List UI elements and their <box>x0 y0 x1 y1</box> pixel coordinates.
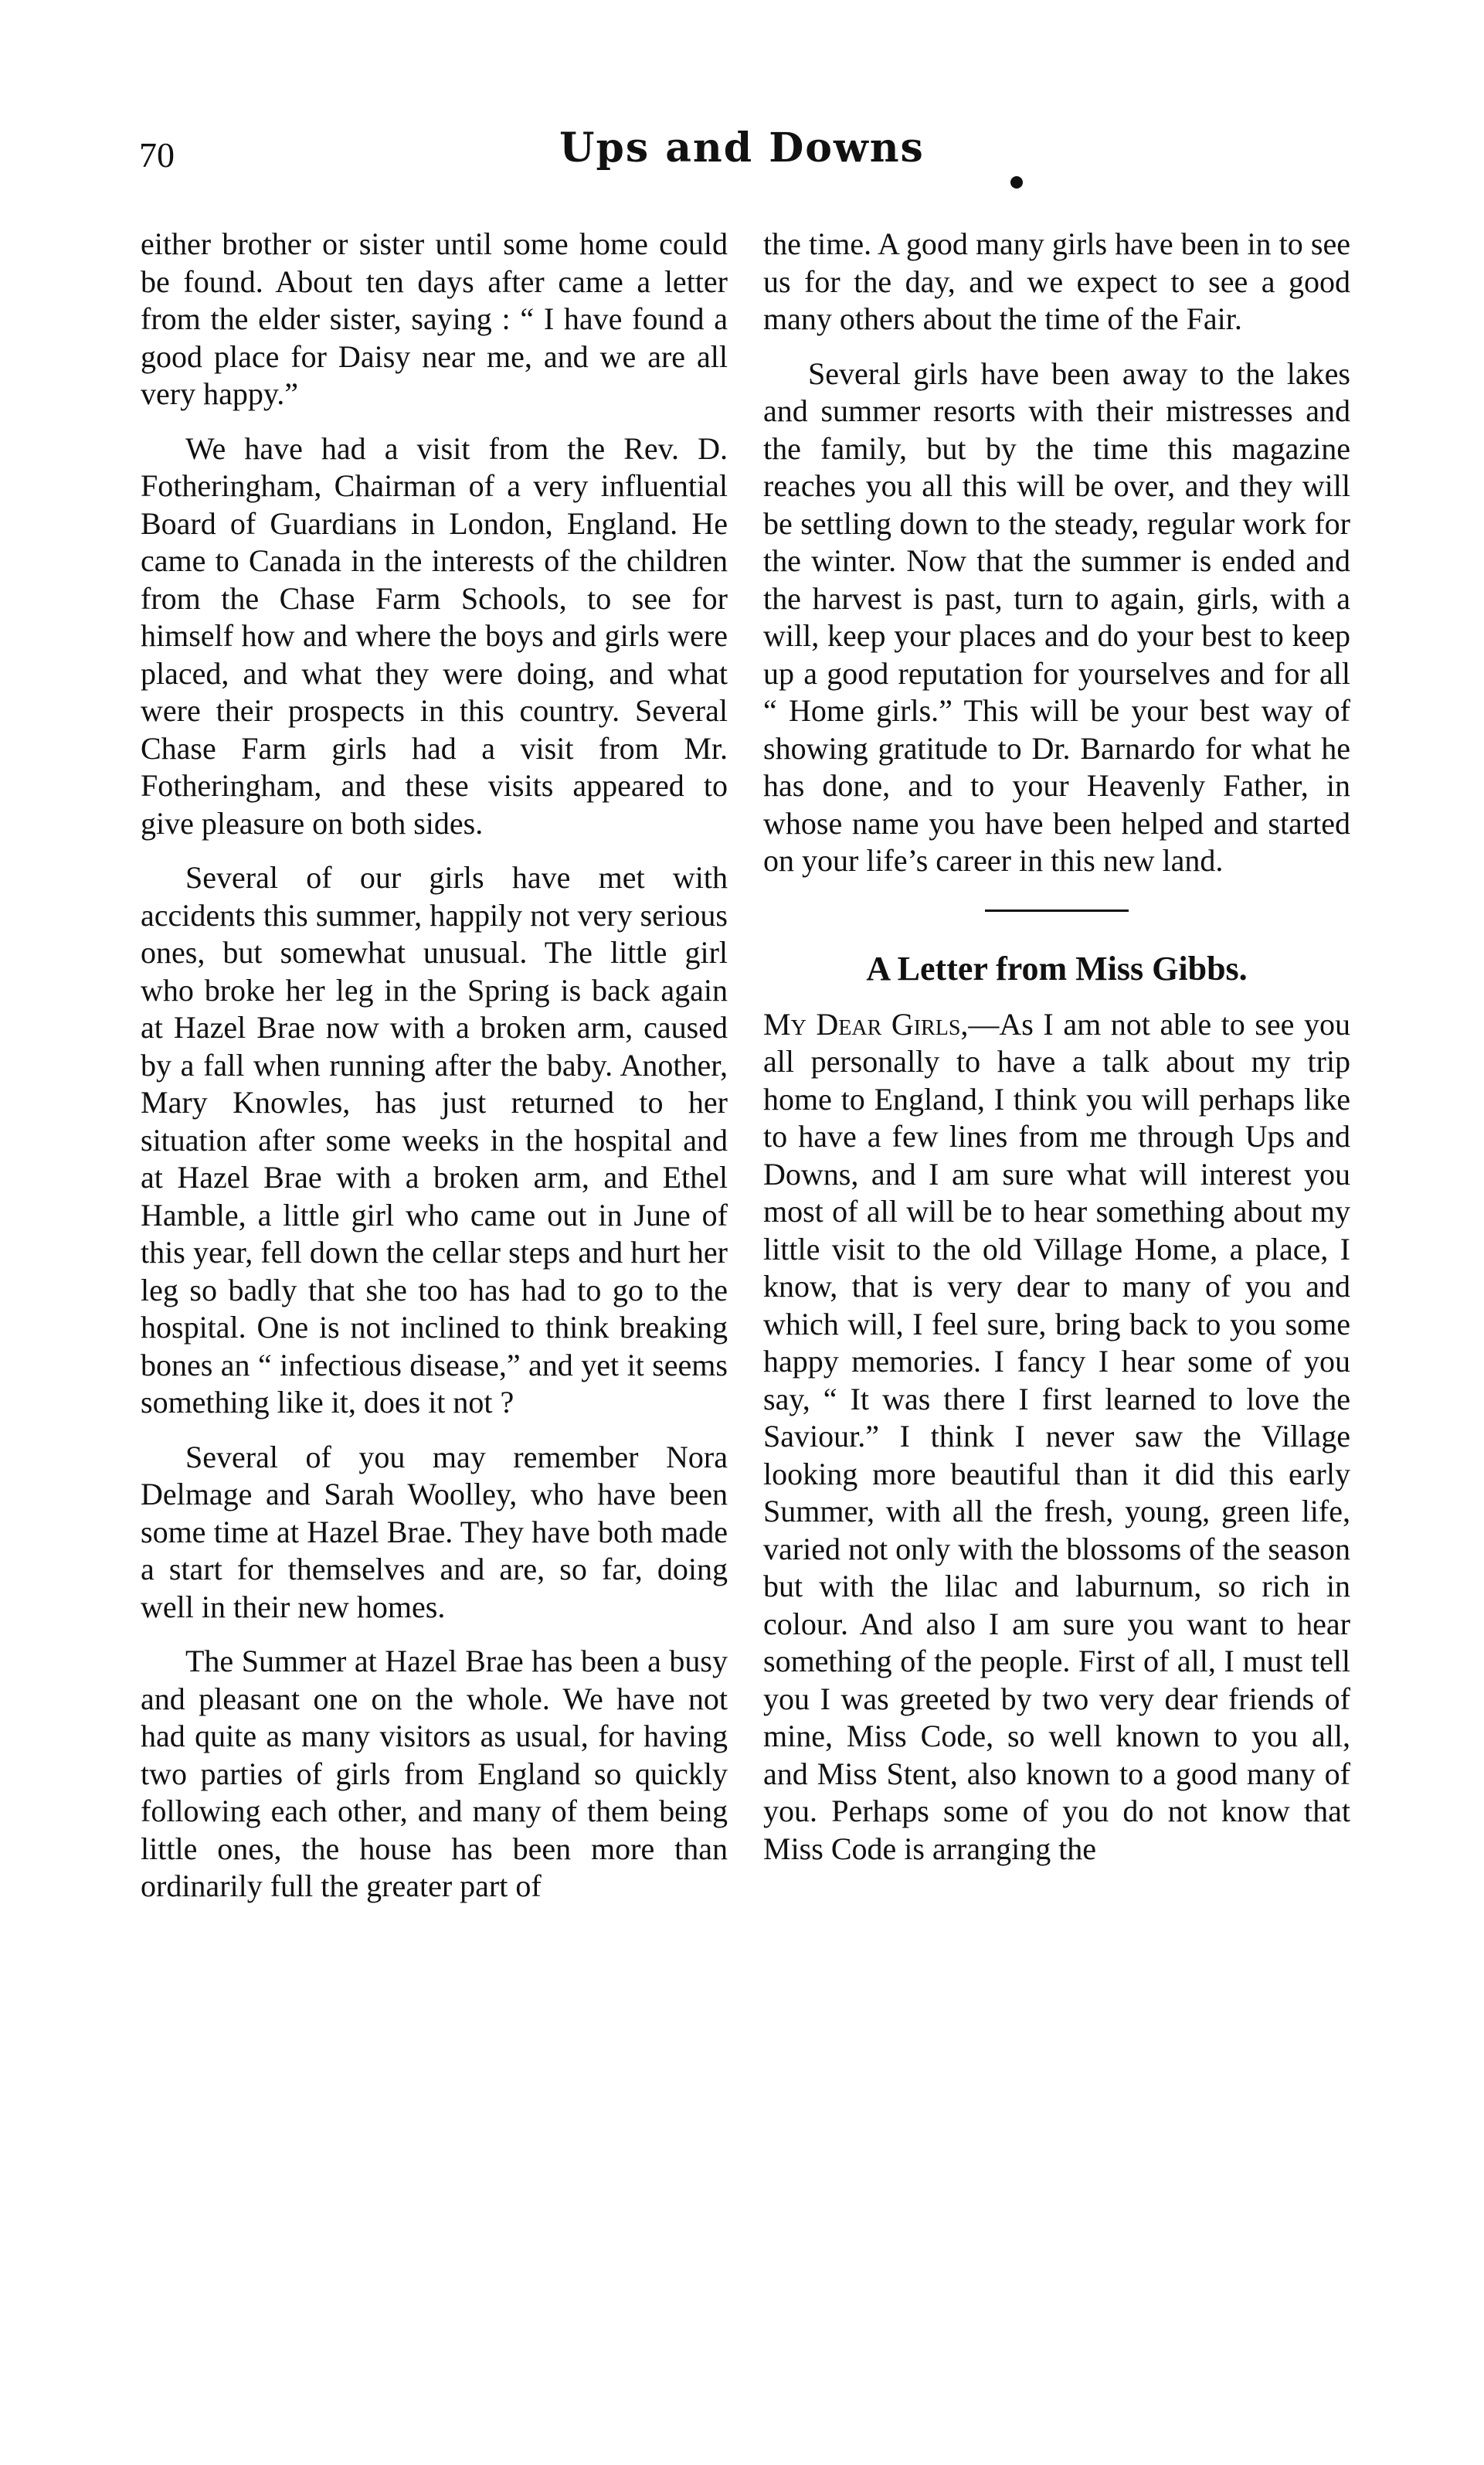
paragraph: either brother or sister until some home could be found. About ten days after came a letter from the elder sister, saying : “ I have found a good place for Daisy near me, and we are all very happy.” <box>141 226 728 411</box>
left-column <box>141 226 728 1906</box>
letter-paragraph <box>763 1006 1350 1868</box>
paragraph: the time. A good many girls have been in to see us for the day, and we expect to see a good many others about the time of the Fair. <box>763 226 1350 336</box>
paragraph: Several of our girls have met with accidents this summer, happily not very serious ones, but somewhat unusual. The little girl who broke her leg in the Spring is back again at Hazel Brae now with a broken arm, caused by a fall when running after the baby. Another, Mary Knowles, has just returned to her situation after some weeks in the hospital and at Hazel Brae with a broken arm, and Ethel Hamble, a little girl who came out in June of this year, fell down the cellar steps and hurt her leg so badly that she too has had to go to the hospital. One is not inclined to think breaking bones an “ infectious disease,” and yet it seems something like it, does it not ? <box>141 860 728 1420</box>
paragraph: We have had a visit from the Rev. D. Fotheringham, Chairman of a very influential Board of Guardians in London, England. He came to Canada in the interests of the children from the Chase Farm Schools, to see for himself how and where the boys and girls were placed, and what they were doing, and what were their prospects in this country. Several Chase Farm girls had a visit from Mr. Fotheringham, and these visits appeared to give pleasure on both sides. <box>141 430 728 841</box>
paragraph: The Summer at Hazel Brae has been a busy and pleasant one on the whole. We have not had quite as many visitors as usual, for having two parties of girls from England so quickly following each other, and many of them being little ones, the house has been more than ordinarily full the greater part of <box>141 1644 728 1903</box>
article-title: A Letter from Miss Gibbs. <box>866 949 1248 988</box>
paragraph: Several girls have been away to the lakes and summer resorts with their mistresses and the family, but by the time this magazine reaches you all this will be over, and they will be settling down to the steady, regular work for the winter. Now that the summer is ended and the harvest is past, turn to again, girls, with a will, keep your places and do your best to keep up a good reputation for yourselves and for all “ Home girls.” This will be your best way of showing gratitude to Dr. Barnardo for what he has done, and to your Heavenly Father, in whose name you have been helped and started on your life’s career in this new land. <box>763 355 1350 878</box>
section-divider <box>985 910 1129 912</box>
salutation: My Dear Girls, <box>763 1006 969 1042</box>
letter-body: —As I am not able to see you all personally to have a talk about my trip home to England, I think you will perhaps like to have a few lines from me through Ups and Downs, and I am sure what will interest you most of all will be to hear something about my little visit to the old Village Home, a place, I know, that is very dear to many of you and which will, I feel sure, bring back to you some happy memories. I fancy I hear some of you say, “ It was there I first learned to love the Saviour.” I think I never saw the Village looking more beautiful than it did this early Summer, with all the fresh, young, green life, varied not only with the blossoms of the season but with the lilac and laburnum, so rich in colour. And also I am sure you want to hear something of the people. First of all, I must tell you I was greeted by two very dear friends of mine, Miss Code, so well known to you all, and Miss Stent, also known to a good many of you. Perhaps some of you do not know that Miss Code is arranging the <box>763 1006 1350 1866</box>
paragraph: Several of you may remember Nora Delmage and Sarah Woolley, who have been some time at Hazel Brae. They have both made a start for themselves and are, so far, doing well in their new homes. <box>141 1439 728 1624</box>
header-dot <box>1010 176 1023 189</box>
page-number: 70 <box>139 135 175 175</box>
right-column <box>763 226 1350 1868</box>
running-head-title: Ups and Downs <box>559 124 925 172</box>
